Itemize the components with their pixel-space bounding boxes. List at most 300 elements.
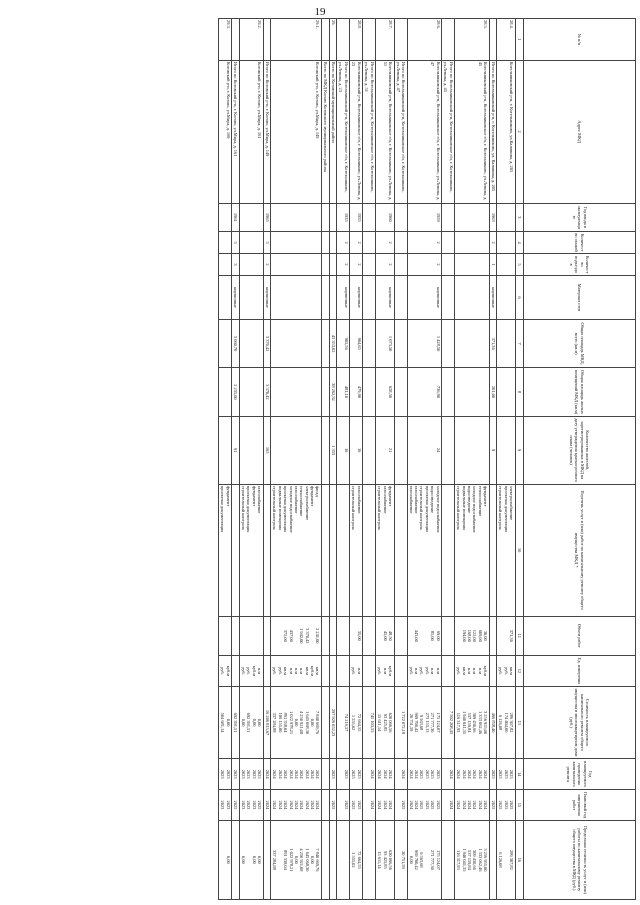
cell-line: 2025: [356, 769, 362, 779]
cell-liv: [442, 368, 455, 416]
cell-line: [408, 618, 413, 655]
cell-year: 1960: [376, 203, 394, 232]
cell-line: 7 840 669,76: [315, 848, 321, 872]
cell-year: 1935: [337, 203, 350, 232]
cell-line: 2023: [246, 769, 252, 779]
cell-line: 2025: [419, 769, 425, 779]
cell-line: 2024: [264, 769, 270, 779]
cell-vol: [263, 616, 271, 656]
cell-line: [277, 822, 282, 898]
cell-line: [401, 657, 406, 685]
cell-line: [233, 822, 238, 898]
cell-addr: Всего по Котовский муниципальный район: [329, 60, 337, 203]
table-header-row: [523, 19, 635, 900]
cell-lim: [350, 820, 363, 899]
column-number: 7: [515, 319, 523, 367]
cell-floors: 2: [350, 232, 363, 254]
cell-line: 2024: [310, 800, 316, 810]
cell-res: [363, 416, 376, 484]
cell-line: 93 425,85: [382, 851, 388, 869]
cell-line: 48,50: [388, 630, 394, 641]
cell-line: 0,00: [293, 718, 299, 727]
cell-addr: Котельниковский р-н, Котельниковское г/п, г. Котельниково, ул.Ленина, д. 23: [350, 60, 363, 203]
cell-line: строительный контроль: [377, 485, 383, 531]
cell-line: [424, 822, 429, 898]
cell-line: [343, 618, 348, 655]
cell-line: 337 284,88: [272, 850, 278, 870]
cell-line: руб.: [277, 667, 283, 675]
cell-line: 174 404,00: [503, 712, 509, 733]
cell-res: [271, 416, 322, 484]
cell-addr: Итого по Котельниковский р-н, г. Котельниково, ул. Калинина, д. 205: [489, 60, 497, 203]
cell-line: 0,00: [225, 718, 231, 727]
cell-res: 21: [376, 416, 394, 484]
column-number: 3: [515, 203, 523, 232]
cell-mat: кирпичные: [376, 276, 394, 320]
cell-line: 1 722 072,18: [401, 711, 407, 735]
column-header: Год ввода в эксплуатацию: [523, 203, 635, 232]
cell-unit: [219, 656, 232, 687]
cell-line: 2024: [466, 800, 472, 810]
column-header: № п/п: [523, 19, 635, 61]
cell-mat: кирпичные: [489, 276, 497, 320]
cell-line: теплоснабжение: [299, 485, 305, 517]
cell-unit: [455, 656, 490, 687]
cell-line: 2025: [330, 800, 336, 810]
cell-cost: [497, 686, 515, 759]
cell-line: 2025: [430, 769, 436, 779]
cell-line: [490, 486, 495, 615]
cell-line: 7 502 208,43: [448, 711, 454, 735]
cell-unit: [232, 656, 240, 687]
cell-line: проектная документация: [220, 485, 226, 533]
cell-year: [240, 203, 264, 232]
cell-line: 2024: [413, 769, 419, 779]
cell-line: 1 645 068,30: [304, 711, 310, 735]
cell-line: 15 611,14: [377, 851, 383, 869]
cell-y2: [394, 790, 407, 821]
cell-line: 692 391,51: [233, 712, 239, 733]
cell-line: строительный контроль: [241, 485, 246, 531]
cell-line: 2024: [310, 769, 316, 779]
cell-unit: [407, 656, 442, 687]
cell-n: [363, 19, 376, 61]
cell-line: 194,00: [461, 629, 467, 642]
cell-lim: [394, 820, 407, 899]
cell-line: [401, 618, 406, 655]
cell-line: п.м: [413, 667, 419, 675]
cell-res: [322, 416, 330, 484]
cell-line: 4 250 921,08: [299, 711, 305, 735]
cell-line: 2024: [408, 800, 414, 810]
cell-unit: [322, 656, 330, 687]
cell-line: [225, 618, 230, 655]
cell-year: 1961: [232, 203, 240, 232]
table-row: [497, 19, 515, 900]
cell-mat: [442, 276, 455, 320]
cell-liv: [363, 368, 376, 416]
cell-vol: [455, 616, 490, 656]
column-number: 9: [515, 416, 523, 484]
table-row: [442, 19, 455, 900]
table-row: [407, 19, 442, 900]
cell-line: руб.: [220, 667, 226, 675]
cell-area: [455, 319, 490, 367]
cell-line: 2025: [435, 800, 441, 810]
cell-vol: [219, 616, 232, 656]
cell-res: 24: [407, 416, 442, 484]
cell-vol: [337, 616, 350, 656]
cell-cost: [363, 686, 376, 759]
cell-mat: кирпичные: [407, 276, 442, 320]
cell-unit: [337, 656, 350, 687]
column-header: Год планируемого проведения капитального ремонта: [523, 759, 635, 790]
cell-area: 371,36: [489, 319, 497, 367]
cell-ent: [329, 254, 337, 276]
cell-line: 2023: [251, 800, 257, 810]
cell-line: 2024: [277, 769, 283, 779]
column-header: Общая площадь МКД, всего (кв.м): [523, 319, 635, 367]
cell-liv: 628,50: [376, 368, 394, 416]
cell-line: руб.: [408, 667, 414, 675]
cell-y2: [497, 790, 515, 821]
cell-line: 16 206 815,67: [264, 709, 270, 736]
cell-liv: 481,10: [337, 368, 350, 416]
table-row: [329, 19, 337, 900]
cell-y2: [271, 790, 322, 821]
cell-ent: [240, 254, 264, 276]
cell-line: п.м: [293, 667, 299, 675]
cell-works: [489, 484, 497, 616]
cell-unit: [489, 656, 497, 687]
cell-n: 28.5.: [455, 19, 490, 61]
cell-line: [401, 486, 406, 615]
cell-line: 745 103,55: [369, 712, 375, 733]
cell-res: [442, 416, 455, 484]
cell-ent: [219, 254, 232, 276]
cell-line: 1 940 041,35: [461, 848, 467, 872]
cell-line: п.м: [257, 667, 263, 675]
cell-line: [503, 618, 508, 655]
cell-line: 3 256 955,00: [483, 848, 489, 872]
cell-ent: 2: [407, 254, 442, 276]
cell-line: 9 563,68: [419, 852, 425, 868]
cell-line: 2024: [377, 800, 383, 810]
cell-line: 969 700,42: [413, 712, 419, 733]
cell-floors: [240, 232, 264, 254]
cell-line: 437,00: [288, 629, 294, 642]
cell-line: 692 391,51: [246, 712, 252, 733]
cell-y1: [232, 759, 240, 790]
cell-line: 1 940 041,35: [461, 711, 467, 735]
cell-liv: 38 262,32: [329, 368, 337, 416]
cell-year: [271, 203, 322, 232]
cell-lim: [442, 820, 455, 899]
column-number: 15: [515, 790, 523, 821]
cell-line: 2024: [461, 769, 467, 779]
cell-line: 175 124,07: [435, 712, 441, 733]
cell-line: 2025: [343, 769, 349, 779]
cell-ent: [497, 254, 515, 276]
cell-line: [264, 657, 269, 685]
cell-area: 3 060,70: [232, 319, 240, 367]
cell-floors: 5: [263, 232, 271, 254]
cell-unit: [240, 656, 264, 687]
cell-line: 2024: [369, 769, 375, 779]
column-number: 1: [515, 19, 523, 61]
cell-line: 2024: [315, 769, 321, 779]
cell-line: 2023: [233, 769, 239, 779]
cell-unit: [394, 656, 407, 687]
cell-liv: [394, 368, 407, 416]
cell-line: [264, 618, 269, 655]
table-body: [219, 19, 515, 900]
cell-line: 1 022 978,21: [288, 711, 294, 735]
cell-line: п.м: [472, 667, 478, 675]
cell-line: 2025: [257, 769, 263, 779]
cell-y1: [489, 759, 497, 790]
cell-line: 3 256 955,00: [483, 711, 489, 735]
cell-line: теплоснабжение: [477, 485, 483, 517]
cell-addr: Котовский р-н, г. Котово, ул.Мира, д. 161: [240, 60, 264, 203]
cell-line: п.м: [430, 667, 436, 675]
cell-line: куб.м: [483, 665, 489, 677]
cell-addr: Всего по МКД Котово Котовского муниципального района: [322, 60, 330, 203]
cell-line: 2024: [466, 769, 472, 779]
column-header: Количество жителей, зарегистрированных в МКД на дату утверждения краткосрочного плана (человек): [523, 416, 635, 484]
cell-line: 1 645 068,30: [304, 848, 310, 872]
cell-area: [442, 319, 455, 367]
cell-line: п.м: [382, 667, 388, 675]
cell-y2: [337, 790, 350, 821]
cell-cost: [337, 686, 350, 759]
cell-line: 2024: [283, 800, 289, 810]
cell-y2: [489, 790, 497, 821]
cell-vol: [322, 616, 330, 656]
cell-res: 165: [263, 416, 271, 484]
cell-line: фундамент: [225, 485, 231, 507]
cell-line: 286 307,82: [509, 712, 515, 733]
cell-floors: 2: [337, 232, 350, 254]
cell-lim: [497, 820, 515, 899]
cell-line: 74 219,57: [343, 713, 349, 732]
cell-line: 2024: [272, 769, 278, 779]
cell-line: 175 124,07: [435, 850, 441, 870]
cell-area: [497, 319, 515, 367]
cell-res: 16: [350, 416, 363, 484]
column-header: Ед. измерения: [523, 656, 635, 687]
cell-mat: кирпичные: [350, 276, 363, 320]
cell-line: 3 370,42: [304, 628, 310, 644]
cell-line: кв.м: [283, 666, 289, 675]
cell-line: 2024: [315, 800, 321, 810]
cell-line: 20 751,59: [408, 713, 414, 732]
cell-line: [369, 657, 374, 685]
cell-addr: Котельниковский р-н, Котельниковское г/п, г. Котельниково, ул.Ленина, д. 45: [455, 60, 490, 203]
cell-line: 6 126,08: [498, 714, 504, 731]
cell-line: 2024: [483, 769, 489, 779]
cell-line: 45,00: [382, 630, 388, 641]
cell-line: [498, 618, 503, 655]
table-row: [219, 19, 232, 900]
cell-works: [442, 484, 455, 616]
cell-line: 2024: [299, 769, 305, 779]
cell-vol: [271, 616, 322, 656]
cell-line: 2024: [388, 769, 394, 779]
cell-line: 2024: [264, 800, 270, 810]
cell-y2: [263, 790, 271, 821]
cell-y1: [407, 759, 442, 790]
column-header: Стоимость планируемого капитального ремонта общего имущества в многоквартирном доме (руб.): [523, 686, 635, 759]
cell-line: руб.: [272, 667, 278, 675]
cell-line: 0,00: [293, 856, 299, 864]
cell-mat: [240, 276, 264, 320]
cell-line: руб.: [503, 667, 509, 675]
cell-mat: [455, 276, 490, 320]
cell-line: 2024: [369, 800, 375, 810]
cell-line: руб.: [351, 667, 357, 675]
cell-line: 1 022 978,21: [288, 848, 294, 872]
cell-ent: 1: [489, 254, 497, 276]
cell-line: кв.м: [461, 666, 467, 675]
cell-line: [448, 657, 453, 685]
cell-y2: [442, 790, 455, 821]
cell-line: п.м: [466, 667, 472, 675]
cell-line: 2025: [257, 800, 263, 810]
cell-line: 0,00: [257, 856, 263, 864]
cell-n: 29.1.: [271, 19, 322, 61]
cell-line: [323, 486, 328, 615]
cell-line: [323, 618, 328, 655]
cell-line: водоотведение: [466, 485, 472, 514]
cell-line: 2025: [351, 800, 357, 810]
cell-ent: [442, 254, 455, 276]
cell-cost: [263, 686, 271, 759]
cell-lim: [455, 820, 490, 899]
cell-liv: 201,00: [489, 368, 497, 416]
cell-line: строительный контроль: [351, 485, 357, 531]
cell-line: 15 611,14: [377, 713, 383, 732]
cell-year: 1965: [263, 203, 271, 232]
cell-area: [271, 319, 322, 367]
cell-lim: [240, 820, 264, 899]
cell-unit: [363, 656, 376, 687]
cell-floors: [363, 232, 376, 254]
table-row: [489, 19, 497, 900]
cell-line: 891 338,04: [283, 712, 289, 733]
cell-line: п.м: [356, 667, 362, 675]
cell-year: [497, 203, 515, 232]
column-number: 5: [515, 254, 523, 276]
cell-line: [369, 822, 374, 898]
table-row: [240, 19, 264, 900]
cell-line: 1 333 062,46: [477, 848, 483, 872]
cell-y1: [263, 759, 271, 790]
cell-works: [263, 484, 271, 616]
cell-works: [350, 484, 363, 616]
column-header: Адрес МКД: [523, 60, 635, 203]
cell-line: [246, 618, 251, 655]
cell-line: 2025: [401, 800, 407, 810]
cell-line: фундамент: [251, 485, 257, 507]
cell-line: [503, 822, 508, 898]
column-number: 16: [515, 820, 523, 899]
cell-n: 29.: [329, 19, 337, 61]
column-header: Плановый год завершения работ: [523, 790, 635, 821]
cell-n: [337, 19, 350, 61]
cell-n: [322, 19, 330, 61]
cell-line: [323, 688, 328, 758]
cell-ent: 2: [350, 254, 363, 276]
cell-lim: [271, 820, 322, 899]
cell-liv: 2 235,00: [232, 368, 240, 416]
cell-vol: [350, 616, 363, 656]
cell-line: 2024: [448, 769, 454, 779]
cell-works: [455, 484, 490, 616]
cell-y1: [350, 759, 363, 790]
cell-n: 28.6.: [407, 19, 442, 61]
column-number: 10: [515, 484, 523, 616]
cell-line: 2025: [503, 800, 509, 810]
cell-cost: [329, 686, 337, 759]
cell-vol: [442, 616, 455, 656]
cell-line: [369, 486, 374, 615]
cell-addr: Котельниковский р-н, Котельниковское г/п, г. Котельниково, ул.Ленина, д. 47: [407, 60, 442, 203]
cell-line: руб.: [246, 667, 252, 675]
cell-unit: [442, 656, 455, 687]
cell-line: 0,00: [257, 718, 263, 727]
cell-lim: [376, 820, 394, 899]
cell-line: 2 241,00: [315, 628, 321, 644]
cell-line: 372,00: [283, 629, 289, 642]
cell-line: 9 563,68: [419, 714, 425, 731]
cell-works: [329, 484, 337, 616]
cell-floors: [322, 232, 330, 254]
table-row: [232, 19, 240, 900]
column-header: Количество этажей: [523, 232, 635, 254]
cell-y2: [219, 790, 232, 821]
cell-floors: [271, 232, 322, 254]
cell-line: [233, 657, 238, 685]
column-number-row: [515, 19, 523, 900]
cell-n: [263, 19, 271, 61]
cell-area: 3 370,42: [263, 319, 271, 367]
cell-line: [272, 618, 277, 655]
cell-line: куб.м: [225, 665, 231, 677]
cell-res: [240, 416, 264, 484]
cell-line: [448, 618, 453, 655]
cell-line: 2024: [413, 800, 419, 810]
cell-line: газоснабжение: [356, 485, 362, 514]
cell-line: строительный контроль: [456, 485, 462, 531]
cell-lim: [489, 820, 497, 899]
cell-works: [232, 484, 240, 616]
cell-line: [330, 657, 335, 685]
cell-line: 443,00: [413, 629, 419, 642]
cell-line: 2024: [408, 769, 414, 779]
cell-line: 2024: [382, 769, 388, 779]
cell-line: [490, 822, 495, 898]
column-number: 11: [515, 616, 523, 656]
cell-n: [394, 19, 407, 61]
cell-line: холодное водоснабжение: [435, 485, 441, 533]
cell-ent: 3: [232, 254, 240, 276]
cell-line: 6 126,08: [498, 852, 504, 868]
cell-line: 2024: [448, 800, 454, 810]
cell-n: 28.4.: [497, 19, 515, 61]
cell-line: п.м: [477, 667, 483, 675]
cell-line: [448, 486, 453, 615]
